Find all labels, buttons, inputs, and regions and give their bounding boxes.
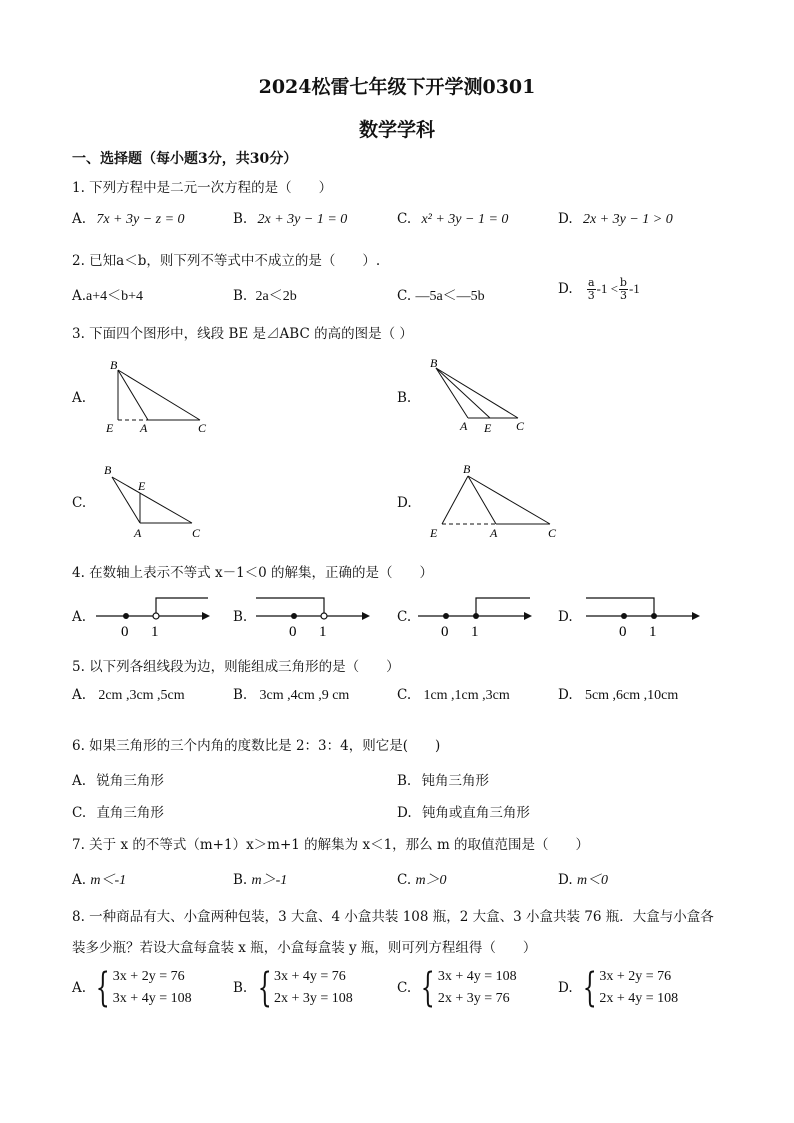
option-text: m＞-1	[251, 873, 288, 888]
option-text: 2x + 3y − 1 > 0	[582, 212, 673, 227]
point-a: A	[140, 421, 148, 435]
option-text: 钝角三角形	[421, 773, 490, 789]
tick-0: 0	[121, 624, 129, 640]
fraction-b-over-3: $\frac{b}{3}$	[619, 276, 627, 302]
option-text: 2a＜2b	[255, 289, 297, 304]
q8-stem-line1: 8. 一种商品有大、小盒两种包装，3 大盒、4 小盒共装 108 瓶，2 大盒、3 小盒共装 76 瓶．大盒与小盒各	[72, 909, 714, 925]
tick-0: 0	[289, 624, 297, 640]
point-b: B	[430, 356, 438, 370]
point-e: E	[106, 421, 114, 435]
q7-option-a[interactable]	[72, 869, 126, 889]
option-label: B.	[233, 872, 248, 888]
tick-1: 1	[649, 624, 657, 640]
option-label: C.	[397, 288, 412, 304]
option-label: A.	[72, 288, 87, 304]
q1-option-c[interactable]	[397, 211, 508, 228]
q8-option-c[interactable]	[397, 966, 517, 1010]
option-label: C.	[397, 211, 412, 227]
option-label: B.	[397, 773, 412, 789]
option-text: x² + 3y − 1 = 0	[421, 212, 509, 227]
equation-1: 3x + 4y = 108	[437, 969, 517, 984]
q8-stem-line2: 装多少瓶？若设大盒每盒装 x 瓶，小盒每盒装 y 瓶，则可列方程组得（ ）	[72, 940, 537, 956]
option-label: A.	[72, 773, 87, 789]
subject-title: 数学学科	[358, 119, 435, 141]
option-label: C.	[397, 980, 412, 996]
equation-2: 2x + 3y = 76	[437, 991, 510, 1006]
q5-option-b[interactable]	[233, 687, 349, 704]
point-e: E	[430, 526, 438, 540]
equation-2: 2x + 3y = 108	[273, 991, 353, 1006]
option-label: B.	[233, 687, 248, 703]
option-text: m＜0	[576, 873, 609, 888]
q8-option-d[interactable]	[558, 966, 678, 1010]
point-a: A	[460, 419, 468, 433]
equation-1: 3x + 2y = 76	[112, 969, 185, 984]
equation-2: 3x + 4y = 108	[112, 991, 192, 1006]
option-label: C.	[397, 872, 412, 888]
option-text: 直角三角形	[96, 805, 164, 821]
option-text: m＞0	[415, 873, 447, 888]
option-tail: -1	[628, 281, 640, 296]
q7-option-c[interactable]	[397, 869, 447, 889]
q3-figure-c	[100, 459, 220, 543]
q4-option-b-label[interactable]: B.	[233, 609, 248, 625]
point-b: B	[110, 358, 118, 372]
point-a: A	[490, 526, 498, 540]
q5-option-d[interactable]	[558, 687, 678, 704]
q5-option-a[interactable]	[72, 687, 185, 704]
q4-stem: 4. 在数轴上表示不等式 x－1＜0 的解集，正确的是（ ）	[72, 565, 434, 581]
option-label: A.	[72, 687, 87, 703]
point-b: B	[104, 463, 112, 477]
q2-option-a[interactable]	[72, 285, 143, 305]
option-label: D.	[558, 872, 573, 888]
point-e: E	[484, 421, 492, 435]
equation-1: 3x + 2y = 76	[599, 969, 672, 984]
q3-stem: 3. 下面四个图形中，线段 BE 是⊿ABC 的高的图是（ ）	[72, 326, 413, 342]
option-text: 1cm ,1cm ,3cm	[423, 688, 510, 703]
q6-option-a[interactable]	[72, 769, 164, 789]
q6-option-c[interactable]	[72, 801, 164, 821]
option-label: B.	[233, 211, 248, 227]
option-label: C.	[72, 805, 87, 821]
q1-option-a[interactable]	[72, 211, 185, 228]
q5-option-c[interactable]	[397, 687, 510, 704]
q3-option-a-label[interactable]: A.	[72, 390, 87, 406]
point-c: C	[198, 421, 207, 435]
point-c: C	[516, 419, 525, 433]
point-a: A	[134, 526, 142, 540]
q4-numberline-a	[92, 590, 214, 640]
option-label: D.	[558, 687, 573, 703]
option-text: 2cm ,3cm ,5cm	[98, 688, 185, 703]
point-c: C	[548, 526, 557, 540]
tick-0: 0	[619, 624, 627, 640]
q8-option-a[interactable]	[72, 966, 192, 1010]
q7-option-d[interactable]	[558, 869, 608, 889]
option-text: 钝角或直角三角形	[421, 805, 530, 821]
q4-option-a-label[interactable]: A.	[72, 609, 87, 625]
option-text: 锐角三角形	[96, 773, 164, 789]
option-label: A.	[72, 211, 87, 227]
option-label: A.	[72, 872, 87, 888]
q4-numberline-b	[252, 590, 374, 640]
option-label: D.	[558, 281, 573, 297]
option-text: a+4＜b+4	[86, 289, 144, 304]
tick-1: 1	[151, 624, 159, 640]
option-label: C.	[397, 687, 412, 703]
q5-stem: 5. 以下列各组线段为边，则能组成三角形的是（ ）	[72, 659, 400, 675]
q3-figure-b	[424, 354, 544, 438]
option-mid: -1 <	[596, 281, 618, 296]
q3-option-c-label[interactable]: C.	[72, 495, 87, 511]
q3-option-b-label[interactable]: B.	[397, 390, 412, 406]
tick-1: 1	[471, 624, 479, 640]
exam-title: 2024松雷七年级下开学测0301	[258, 76, 536, 98]
section-heading: 一、选择题（每小题3分，共30分）	[72, 151, 298, 167]
point-c: C	[192, 526, 201, 540]
q6-option-d[interactable]	[397, 801, 530, 821]
q2-option-b[interactable]	[233, 285, 297, 305]
option-label: D.	[558, 980, 573, 996]
q3-figure-a	[100, 356, 220, 438]
q1-option-b[interactable]	[233, 211, 347, 228]
equation-system: { 3x + 2y = 76 2x + 4y = 108	[582, 965, 679, 1011]
q6-stem: 6. 如果三角形的三个内角的度数比是 2：3：4，则它是( )	[72, 738, 441, 754]
q1-stem: 1. 下列方程中是二元一次方程的是（ ）	[72, 180, 333, 196]
option-text: —5a＜—5b	[415, 289, 485, 304]
q4-option-d-label[interactable]: D.	[558, 609, 573, 625]
q2-stem: 2. 已知a＜b，则下列不等式中不成立的是（ ）.	[72, 253, 381, 269]
q7-option-b[interactable]	[233, 869, 287, 889]
option-label: B.	[233, 980, 248, 996]
q3-option-d-label[interactable]: D.	[397, 495, 412, 511]
q4-option-c-label[interactable]: C.	[397, 609, 412, 625]
option-text: m＜-1	[90, 873, 127, 888]
option-text: 5cm ,6cm ,10cm	[584, 688, 679, 703]
equation-system: { 3x + 2y = 76 3x + 4y = 108	[96, 965, 192, 1011]
option-label: D.	[558, 211, 573, 227]
equation-system: { 3x + 4y = 76 2x + 3y = 108	[257, 965, 353, 1011]
option-text: 3cm ,4cm ,9 cm	[259, 688, 350, 703]
q8-option-b[interactable]	[233, 966, 353, 1010]
q4-numberline-d	[582, 590, 704, 640]
q3-figure-d	[424, 458, 564, 544]
q7-stem: 7. 关于 x 的不等式（m+1）x＞m+1 的解集为 x＜1，那么 m 的取值范围是（ ）	[72, 837, 590, 853]
q1-option-d[interactable]	[558, 211, 673, 228]
q2-option-c[interactable]	[397, 285, 485, 305]
point-e: E	[138, 479, 146, 493]
fraction-a-over-3: $\frac{a}{3}$	[587, 276, 595, 302]
point-b: B	[463, 462, 471, 476]
tick-1: 1	[319, 624, 327, 640]
equation-1: 3x + 4y = 76	[273, 969, 346, 984]
option-text: 2x + 3y − 1 = 0	[257, 212, 348, 227]
equation-2: 2x + 4y = 108	[599, 991, 679, 1006]
q6-option-b[interactable]	[397, 769, 489, 789]
option-label: D.	[397, 805, 412, 821]
option-label: B.	[233, 288, 248, 304]
tick-0: 0	[441, 624, 449, 640]
q4-numberline-c	[414, 590, 536, 640]
q2-option-d[interactable]	[558, 277, 640, 302]
equation-system: { 3x + 4y = 108 2x + 3y = 76	[421, 965, 517, 1011]
option-label: A.	[72, 980, 87, 996]
option-text: 7x + 3y − z = 0	[96, 212, 185, 227]
